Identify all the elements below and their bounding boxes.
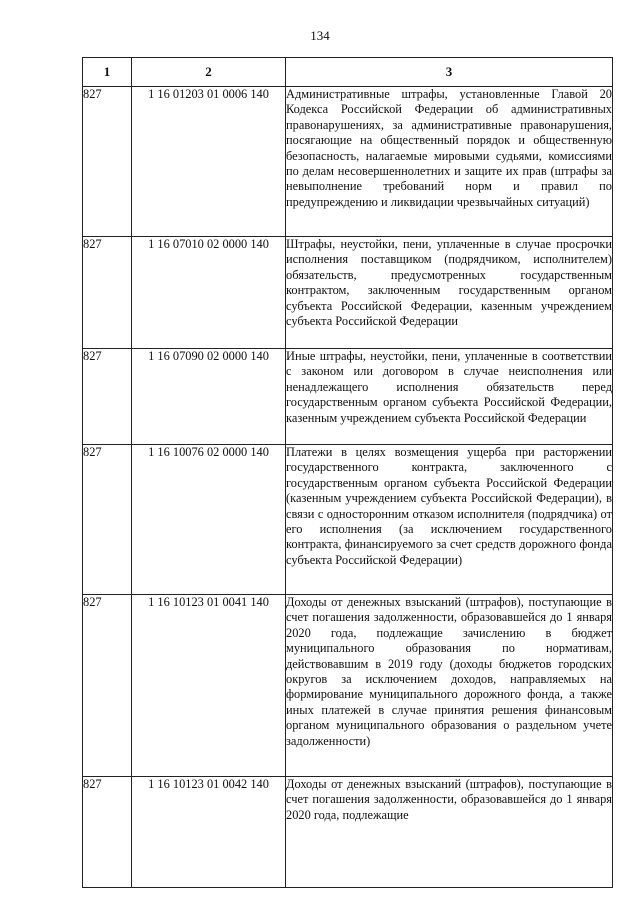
description-cell: Штрафы, неустойки, пени, уплаченные в случае просрочки исполнения поставщиком (подрядчиком, исполнителем) обязательств, предусмотренных государственным контрактом, заключенным государственным органом субъекта Российской Федерации, казенным учреждением субъекта Российской Федерации bbox=[286, 237, 613, 349]
table-row bbox=[83, 349, 613, 445]
admin-code-cell: 827 bbox=[83, 87, 132, 237]
table-header-row bbox=[83, 58, 613, 87]
admin-code-cell: 827 bbox=[83, 595, 132, 777]
description-cell: Административные штрафы, установленные Главой 20 Кодекса Российской Федерации об административных правонарушениях, за административные правонарушения, посягающие на общественный порядок и общественную безопасность, налагаемые мировыми судьями, комиссиями по делам несовершеннолетних и защите их прав (штрафы за невыполнение требований норм и правил по предупреждению и ликвидации чрезвычайных ситуаций) bbox=[286, 87, 613, 237]
description-cell: Доходы от денежных взысканий (штрафов), поступающие в счет погашения задолженности, образовавшейся до 1 января 2020 года, подлежащие bbox=[286, 777, 613, 888]
table-row bbox=[83, 445, 613, 595]
description-cell: Доходы от денежных взысканий (штрафов), поступающие в счет погашения задолженности, образовавшейся до 1 января 2020 года, подлежащие зачислению в бюджет муниципального образования по нормативам, действовавшим в 2019 году (доходы бюджетов городских округов за исключением доходов, направляемых на формирование муниципального дорожного фонда, а также иных платежей в случае принятия решения финансовым органом муниципального образования о раздельном учете задолженности) bbox=[286, 595, 613, 777]
column-header: 3 bbox=[286, 58, 613, 87]
description-cell: Платежи в целях возмещения ущерба при расторжении государственного контракта, заключенного с государственным органом субъекта Российской Федерации (казенным учреждением субъекта Российской Федерации), в связи с односторонним отказом исполнителя (подрядчика) от его исполнения (за исключением государственного контракта, финансируемого за счет средств дорожного фонда субъекта Российской Федерации) bbox=[286, 445, 613, 595]
admin-code-cell: 827 bbox=[83, 237, 132, 349]
table-row bbox=[83, 777, 613, 888]
budget-code-cell: 1 16 10123 01 0042 140 bbox=[132, 777, 286, 888]
column-header: 2 bbox=[132, 58, 286, 87]
table-row bbox=[83, 237, 613, 349]
table-row bbox=[83, 595, 613, 777]
budget-code-cell: 1 16 07090 02 0000 140 bbox=[132, 349, 286, 445]
budget-code-cell: 1 16 10076 02 0000 140 bbox=[132, 445, 286, 595]
column-header: 1 bbox=[83, 58, 132, 87]
income-codes-table bbox=[82, 57, 613, 888]
table-row bbox=[83, 87, 613, 237]
admin-code-cell: 827 bbox=[83, 777, 132, 888]
admin-code-cell: 827 bbox=[83, 349, 132, 445]
admin-code-cell: 827 bbox=[83, 445, 132, 595]
budget-code-cell: 1 16 01203 01 0006 140 bbox=[132, 87, 286, 237]
page-number: 134 bbox=[310, 28, 330, 43]
description-cell: Иные штрафы, неустойки, пени, уплаченные в соответствии с законом или договором в случае неисполнения или ненадлежащего исполнения обязательств перед государственным органом субъекта Российской Федерации, казенным учреждением субъекта Российской Федерации bbox=[286, 349, 613, 445]
budget-code-cell: 1 16 10123 01 0041 140 bbox=[132, 595, 286, 777]
budget-code-cell: 1 16 07010 02 0000 140 bbox=[132, 237, 286, 349]
